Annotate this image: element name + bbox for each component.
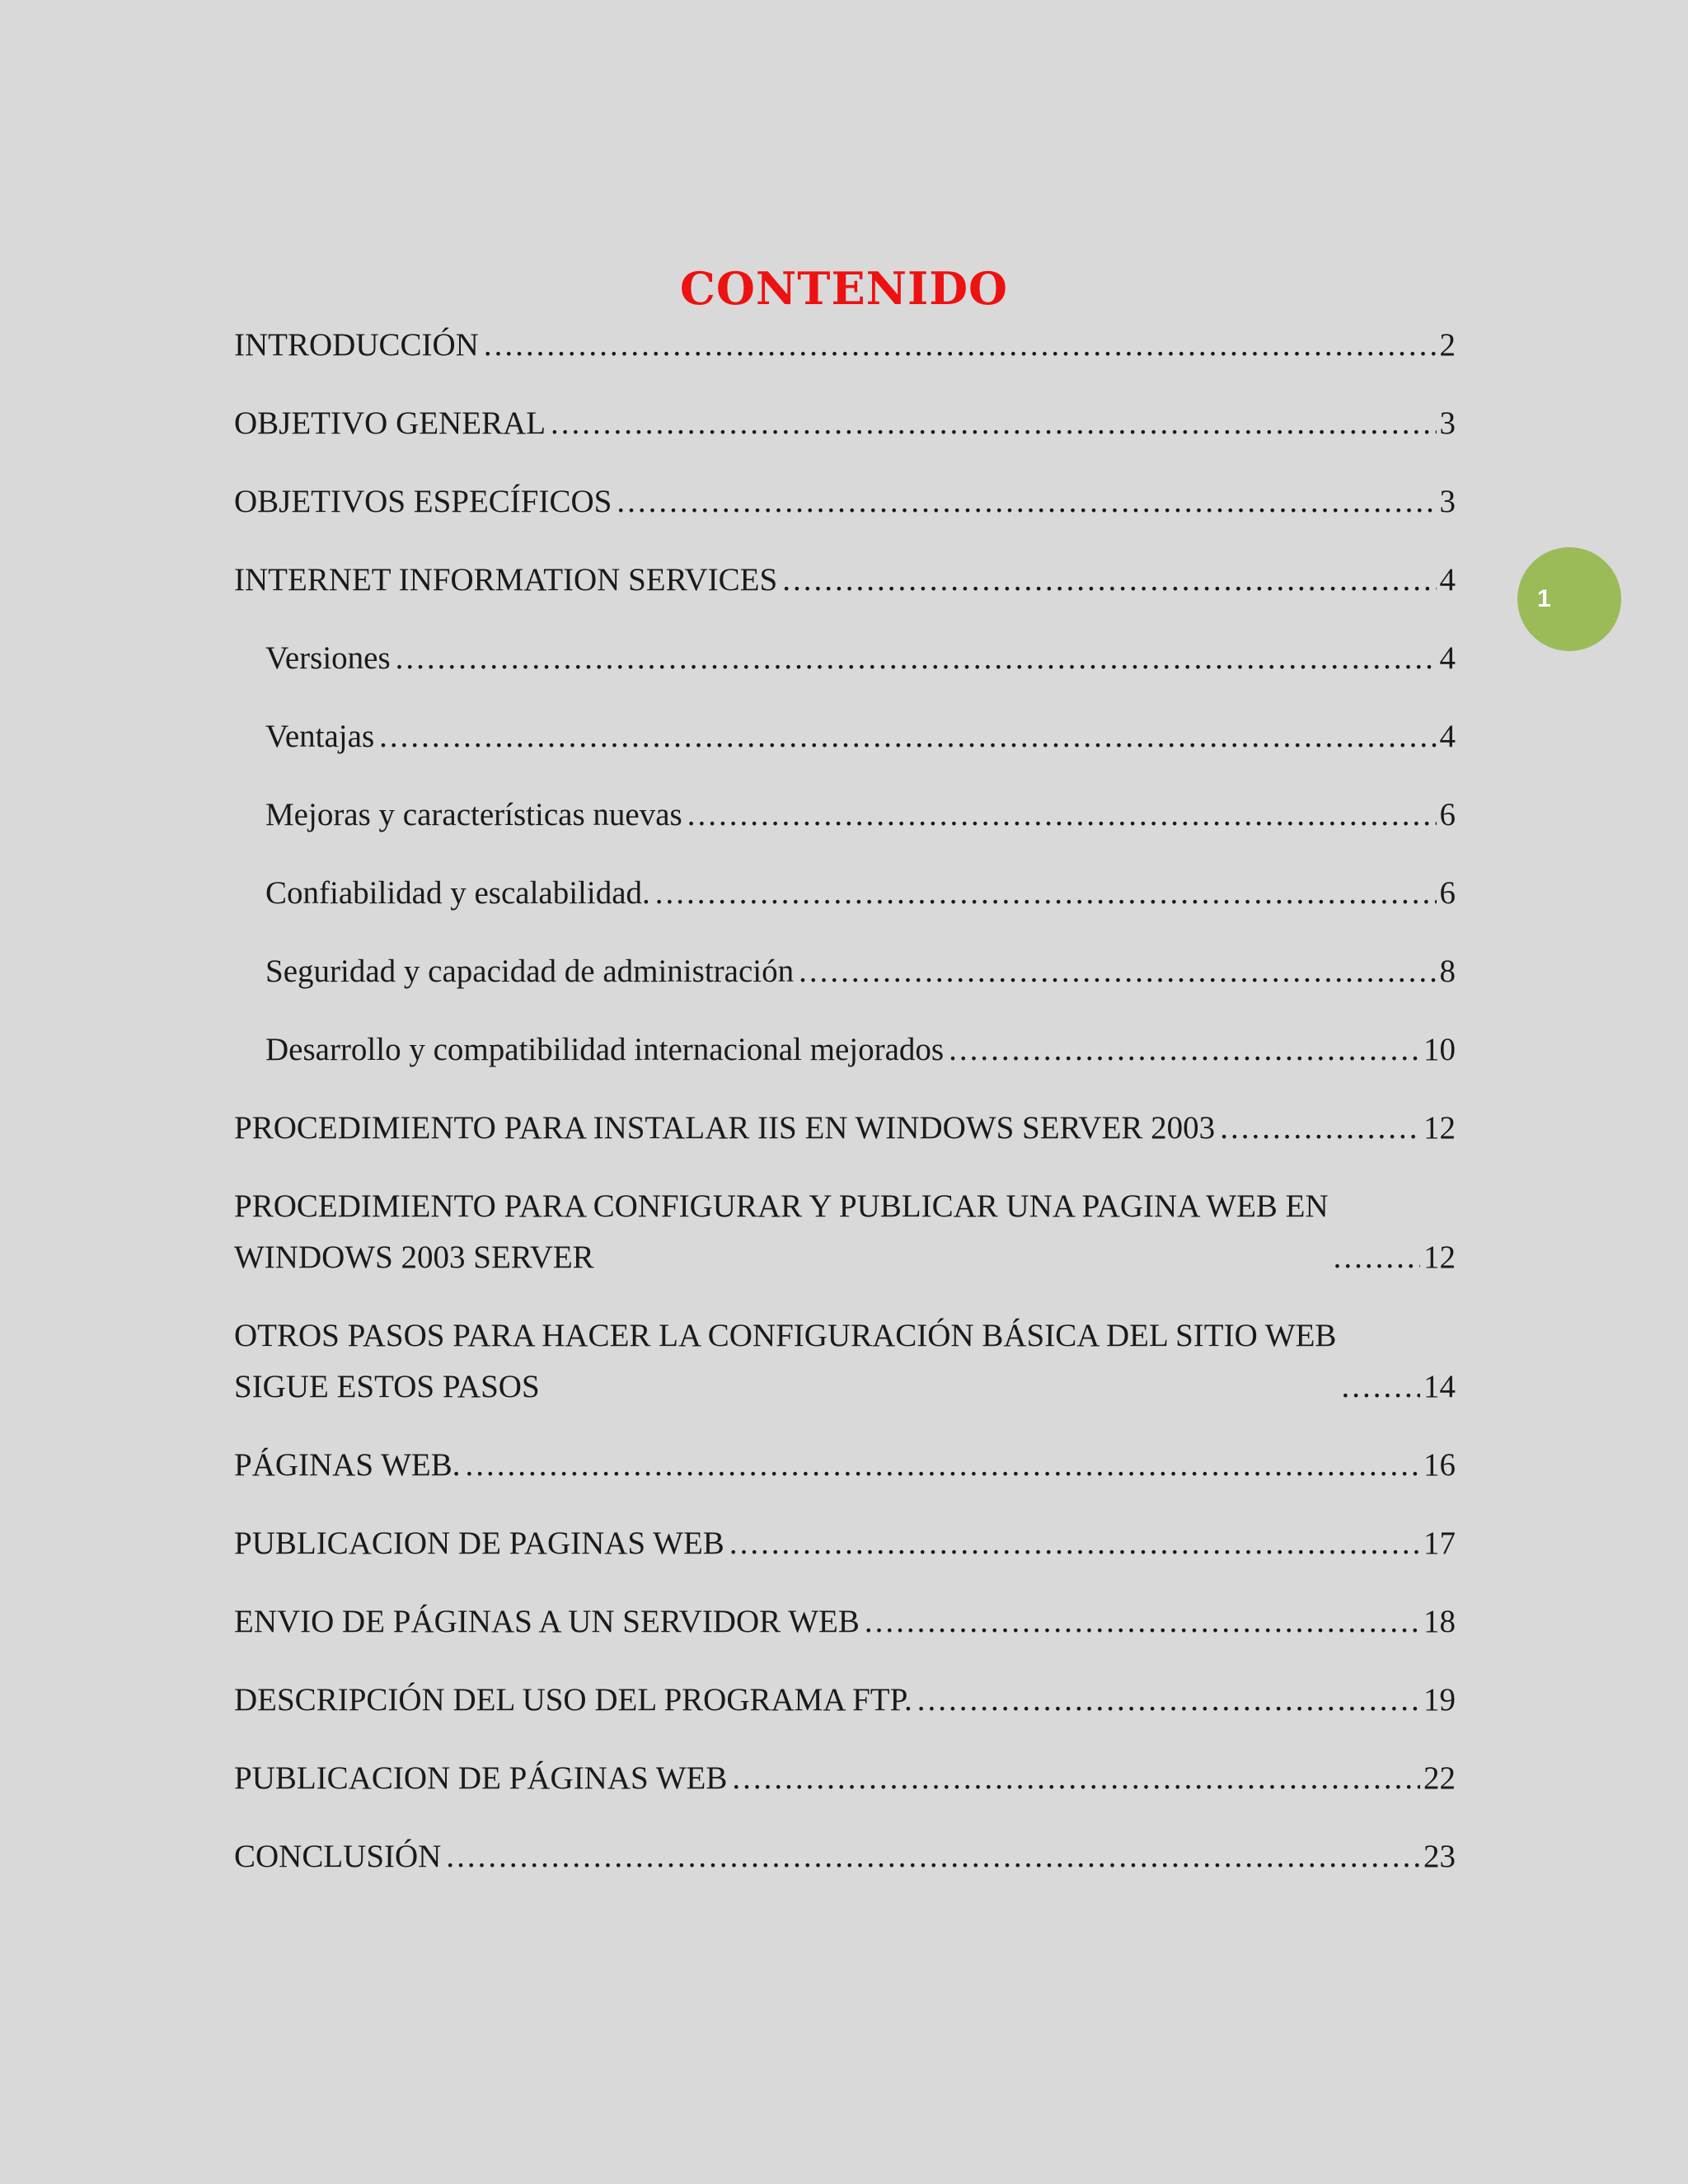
toc-dot-leader [465,1440,1420,1491]
toc-entry-ventajas[interactable] [234,711,1456,762]
table-of-contents [234,320,1456,1910]
toc-entry-introduccion[interactable] [234,320,1456,371]
toc-page-number: 4 [1439,562,1456,598]
toc-page-number: 4 [1439,719,1456,754]
toc-entry-versiones[interactable] [234,633,1456,684]
toc-entry-mejoras[interactable] [234,790,1456,841]
toc-title: CONTENIDO [679,262,1009,315]
toc-entry-label: INTRODUCCIÓN [234,327,479,363]
toc-entry-objetivos-especificos[interactable] [234,476,1456,527]
toc-page-number: 3 [1439,484,1456,519]
toc-entry-label: Confiabilidad y escalabilidad. [265,875,650,911]
toc-page-number: 10 [1423,1032,1456,1067]
toc-entry-label: Versiones [265,640,391,676]
toc-entry-otros-pasos[interactable] [234,1310,1456,1413]
toc-dot-leader [917,1675,1420,1726]
toc-page-number: 18 [1423,1604,1456,1639]
toc-entry-label: CONCLUSIÓN [234,1839,442,1874]
toc-dot-leader [1341,1361,1420,1413]
toc-entry-confiabilidad[interactable] [234,868,1456,919]
toc-dot-leader [729,1518,1420,1569]
page-number-badge: 1 [1517,547,1621,651]
toc-entry-label: OBJETIVOS ESPECÍFICOS [234,484,612,519]
toc-entry-label: Mejoras y características nuevas [265,797,682,832]
toc-entry-desarrollo[interactable] [234,1024,1456,1076]
toc-entry-objetivo-general[interactable] [234,398,1456,449]
toc-dot-leader [446,1831,1420,1882]
toc-dot-leader [379,711,1436,762]
toc-entry-procedimiento-configurar[interactable] [234,1181,1456,1283]
toc-page-number: 12 [1423,1110,1456,1146]
toc-page-number: 6 [1439,797,1456,832]
toc-entry-envio-paginas[interactable] [234,1596,1456,1647]
toc-page-number: 4 [1439,640,1456,676]
toc-page-number: 16 [1423,1447,1456,1483]
toc-entry-label: PÁGINAS WEB. [234,1447,461,1483]
toc-entry-label: PROCEDIMIENTO PARA INSTALAR IIS EN WINDOWS SERVER 2003 [234,1110,1216,1146]
toc-dot-leader [1220,1103,1420,1154]
toc-page-number: 22 [1423,1760,1456,1796]
toc-page-number: 14 [1423,1369,1456,1404]
toc-entry-label: Ventajas [265,719,375,754]
toc-dot-leader [1334,1232,1420,1283]
toc-page-number: 6 [1439,875,1456,911]
toc-entry-publicacion-paginas-web[interactable] [234,1518,1456,1569]
toc-page-number: 8 [1439,954,1456,989]
toc-entry-label: OTROS PASOS PARA HACER LA CONFIGURACIÓN BÁSICA DEL SITIO WEB SIGUE ESTOS PASOS [234,1318,1337,1404]
toc-dot-leader [551,398,1436,449]
toc-dot-leader [687,790,1437,841]
toc-dot-leader [865,1596,1420,1647]
toc-page-number: 3 [1439,405,1456,441]
toc-page-number: 2 [1439,327,1456,363]
toc-entry-label: OBJETIVO GENERAL [234,405,546,441]
toc-entry-label: INTERNET INFORMATION SERVICES [234,562,778,598]
toc-entry-seguridad[interactable] [234,946,1456,997]
toc-dot-leader [484,320,1437,371]
toc-dot-leader [655,868,1437,919]
toc-entry-label: Seguridad y capacidad de administración [265,954,795,989]
toc-entry-label: PUBLICACION DE PÁGINAS WEB [234,1760,728,1796]
toc-entry-internet-information-services[interactable] [234,555,1456,606]
toc-dot-leader [617,476,1436,527]
toc-entry-paginas-web[interactable] [234,1440,1456,1491]
toc-page-number: 12 [1423,1240,1456,1275]
toc-entry-descripcion-ftp[interactable] [234,1675,1456,1726]
toc-dot-leader [949,1024,1420,1076]
toc-entry-label: DESCRIPCIÓN DEL USO DEL PROGRAMA FTP. [234,1682,912,1718]
toc-page-number: 23 [1423,1839,1456,1874]
toc-entry-conclusion[interactable] [234,1831,1456,1882]
toc-dot-leader [732,1753,1420,1804]
toc-dot-leader [799,946,1436,997]
toc-dot-leader [782,555,1436,606]
toc-page-number: 17 [1423,1526,1456,1561]
toc-entry-publicacion-paginas-web-2[interactable] [234,1753,1456,1804]
toc-page-number: 19 [1423,1682,1456,1718]
toc-entry-procedimiento-instalar[interactable] [234,1103,1456,1154]
toc-entry-label: Desarrollo y compatibilidad internacional mejorados [265,1032,945,1067]
toc-dot-leader [396,633,1437,684]
toc-entry-label: PROCEDIMIENTO PARA CONFIGURAR Y PUBLICAR UNA PAGINA WEB EN WINDOWS 2003 SERVER [234,1188,1329,1275]
toc-entry-label: PUBLICACION DE PAGINAS WEB [234,1526,724,1561]
toc-entry-label: ENVIO DE PÁGINAS A UN SERVIDOR WEB [234,1604,860,1639]
